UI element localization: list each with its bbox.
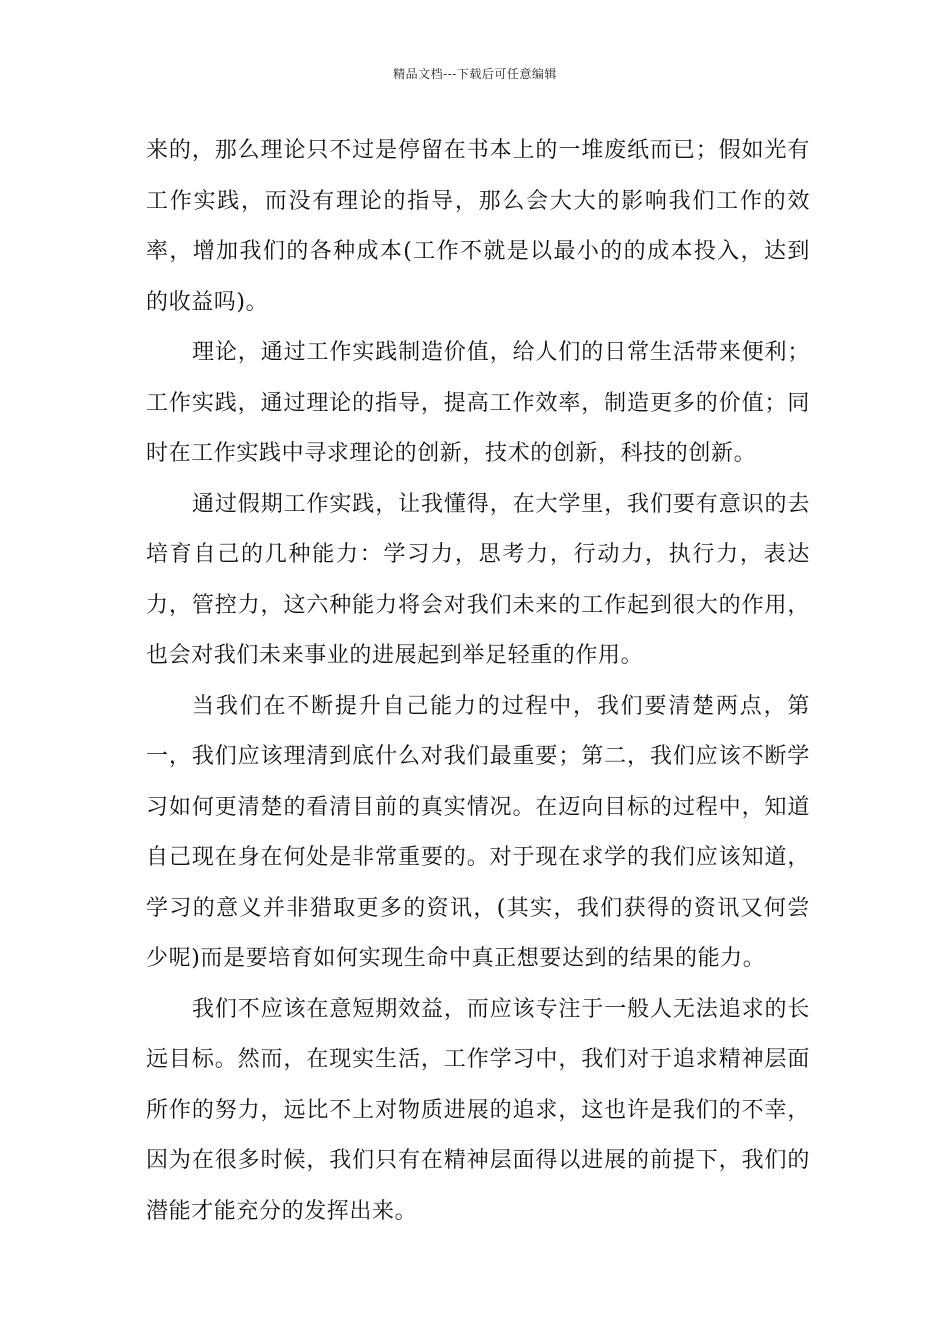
document-body [146, 126, 810, 1237]
paragraph-5: 我们不应该在意短期效益，而应该专注于一般人无法追求的长远目标。然而，在现实生活，工作学习中，我们对于追求精神层面所作的努力，远比不上对物质进展的追求，这也许是我们的不幸，因为在很多时候，我们只有在精神层面得以进展的前提下，我们的潜能才能充分的发挥出来。 [146, 996, 810, 1224]
page-header: 精品文档---下载后可任意编辑 [393, 67, 557, 81]
paragraph-4: 当我们在不断提升自己能力的过程中，我们要清楚两点，第一，我们应该理清到底什么对我们最重要；第二，我们应该不断学习如何更清楚的看清目前的真实情况。在迈向目标的过程中，知道自己现在身在何处是非常重要的。对于现在求学的我们应该知道，学习的意义并非猎取更多的资讯，(其实，我们获得的资讯又何尝少呢)而是要培育如何实现生命中真正想要达到的结果的能力。 [146, 693, 810, 971]
paragraph-1: 来的，那么理论只不过是停留在书本上的一堆废纸而已；假如光有工作实践，而没有理论的指导，那么会大大的影响我们工作的效率，增加我们的各种成本(工作不就是以最小的的成本投入，达到的收益吗)。 [146, 138, 810, 315]
paragraph-2: 理论，通过工作实践制造价值，给人们的日常生活带来便利；工作实践，通过理论的指导，提高工作效率，制造更多的价值；同时在工作实践中寻求理论的创新，技术的创新，科技的创新。 [146, 340, 810, 466]
paragraph-3: 通过假期工作实践，让我懂得，在大学里，我们要有意识的去培育自己的几种能力：学习力，思考力，行动力，执行力，表达力，管控力，这六种能力将会对我们未来的工作起到很大的作用，也会对我们未来事业的进展起到举足轻重的作用。 [146, 491, 810, 668]
